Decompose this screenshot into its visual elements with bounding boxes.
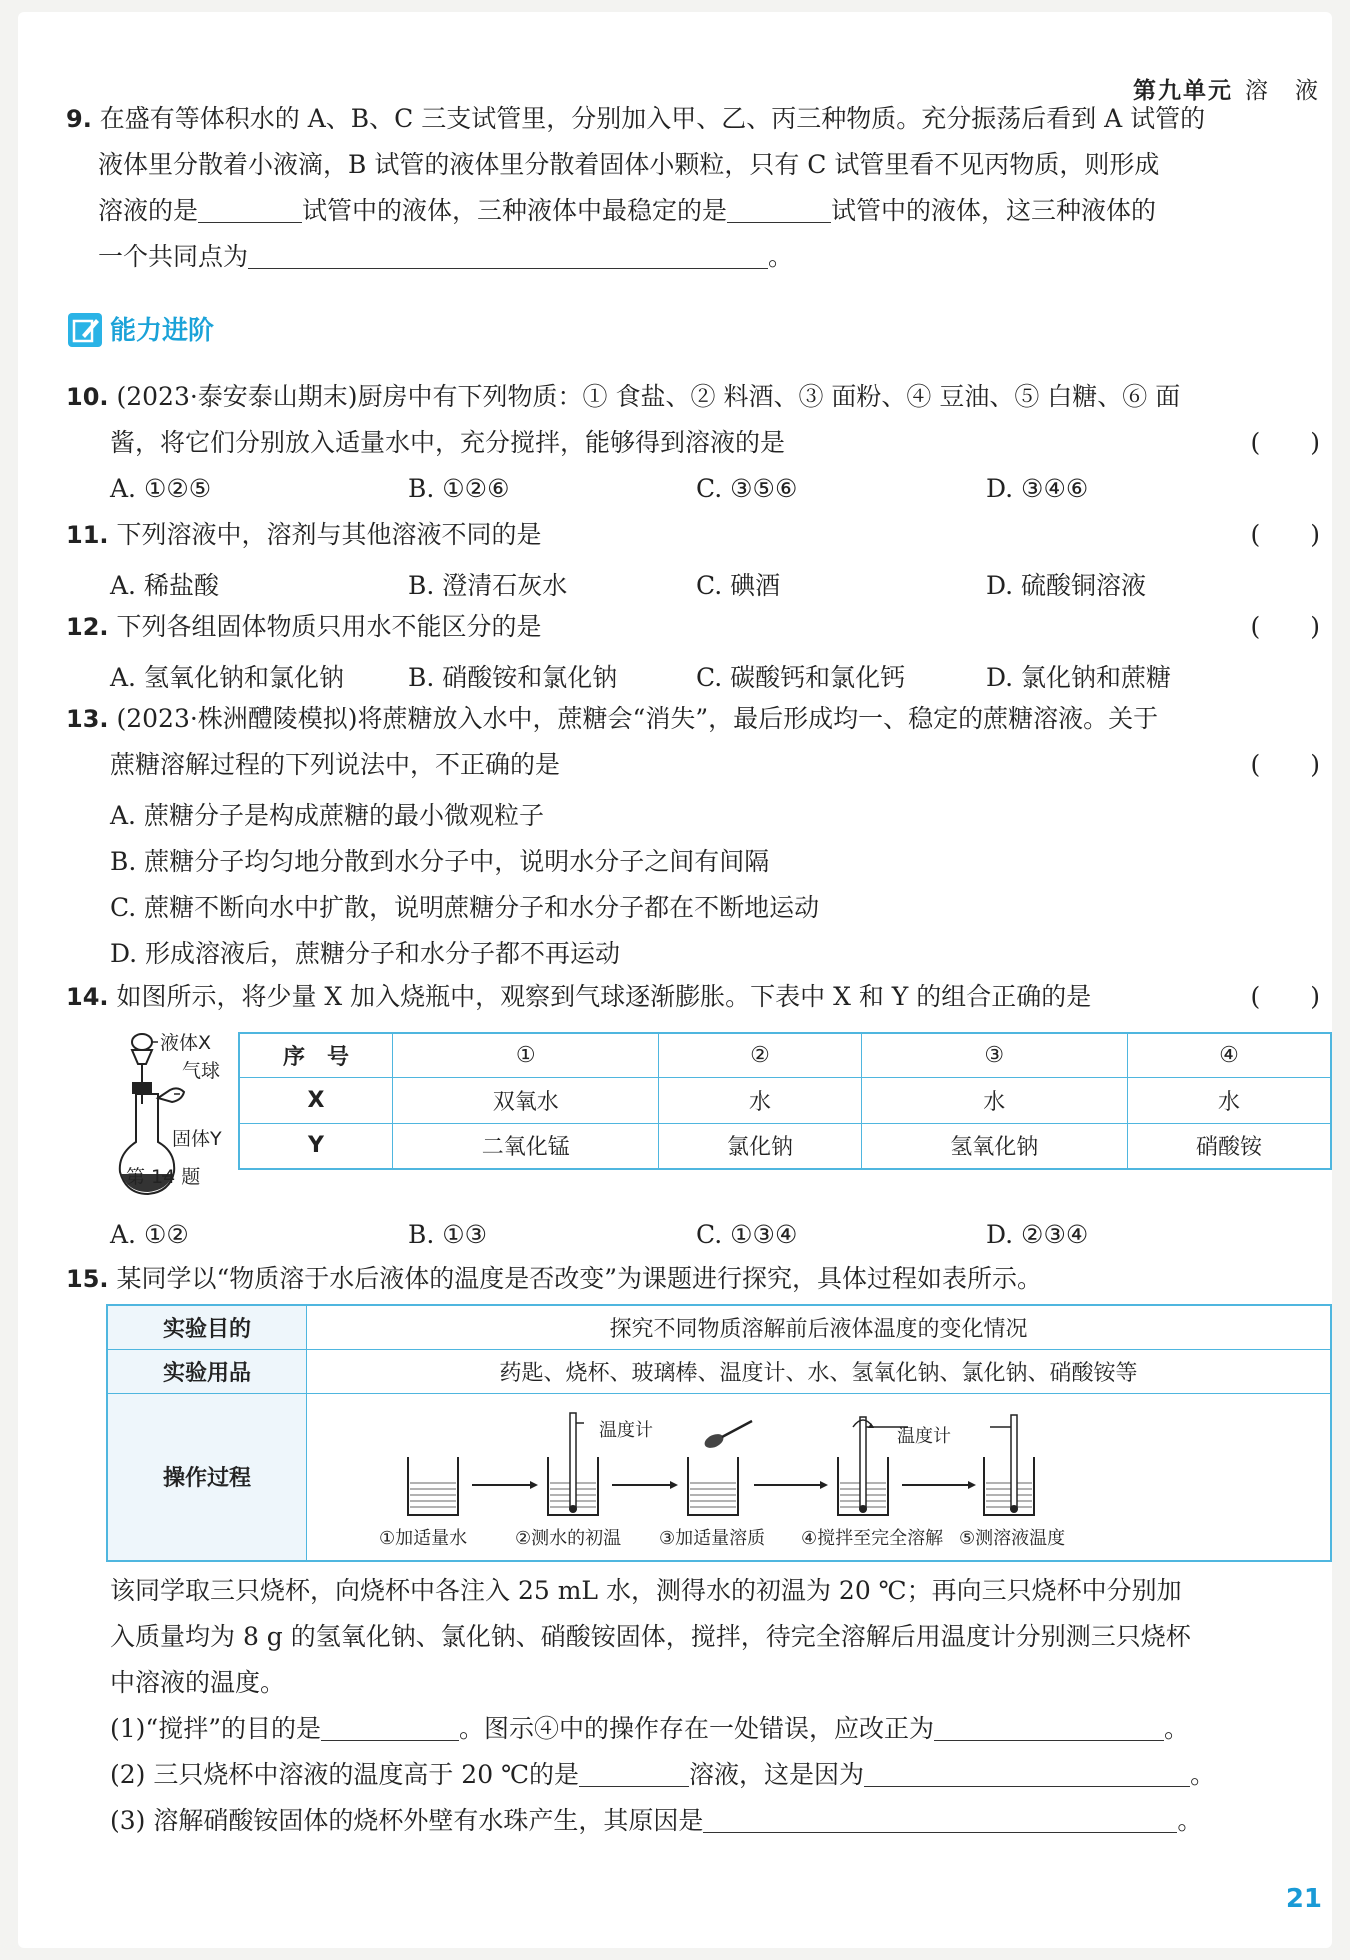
row-label: 实验目的 [107,1305,307,1349]
option-c: C. 碳酸钙和氯化钙 [696,663,906,692]
question-9 [66,96,1205,142]
process-diagram-cell [307,1393,1332,1561]
table-row [107,1305,1331,1349]
label-balloon: 气球 [182,1060,221,1082]
table-cell: 二氧化锰 [393,1123,659,1169]
table-cell: 水 [861,1077,1127,1123]
option-d: D. 形成溶液后，蔗糖分子和水分子都不再运动 [110,939,621,968]
option-d: D. 硫酸铜溶液 [986,571,1147,600]
row-label: 操作过程 [107,1393,307,1561]
option-a: A. 氢氧化钠和氯化钠 [110,663,344,692]
option-b: B. ①③ [408,1220,488,1249]
q10-line2: 酱，将它们分别放入适量水中，充分搅拌，能够得到溶液的是 ( ) [110,420,1330,466]
option-a: A. 稀盐酸 [110,571,219,600]
option-c: C. 碘酒 [696,571,781,600]
answer-blank[interactable] [727,192,831,223]
topic-label: 溶 液 [1245,78,1320,104]
section-title: 能力进阶 [110,316,215,346]
answer-blank[interactable] [579,1756,689,1787]
answer-parentheses[interactable]: ( ) [1250,982,1320,1011]
table-cell: Y [239,1123,393,1169]
page-number: 21 [1285,1884,1322,1914]
table-cell: 水 [659,1077,861,1123]
table-row [107,1349,1331,1393]
step-label: ①加适量水 [379,1527,468,1549]
option-b: B. 硝酸铵和氯化钠 [408,663,618,692]
answer-blank[interactable] [703,1802,1177,1833]
q9-line1: 在盛有等体积水的 A、B、C 三支试管里，分别加入甲、乙、丙三种物质。充分振荡后看到 A 试管的 [99,104,1206,133]
answer-blank[interactable] [321,1710,459,1741]
q15-paragraph-line3: 中溶液的温度。 [110,1668,286,1697]
step-label: ③加适量溶质 [659,1527,766,1549]
step-label: ②测水的初温 [515,1527,622,1549]
beaker-icon [408,1457,458,1515]
option-a: A. ①②⑤ [110,474,212,503]
label-liquid-x: 液体X [160,1032,212,1054]
option-c: C. ①③④ [696,1220,798,1249]
beaker-spoon-icon [688,1421,752,1515]
table-header: ② [659,1033,861,1077]
q15-experiment-table [106,1304,1332,1562]
q14-table [238,1032,1332,1170]
table-cell: 药匙、烧杯、玻璃棒、温度计、水、氢氧化钠、氯化钠、硝酸铵等 [307,1349,1332,1393]
table-header: ④ [1127,1033,1331,1077]
step-label: ④搅拌至完全溶解 [801,1527,944,1549]
q9-line4: 一个共同点为 。 [98,234,793,280]
answer-blank[interactable] [864,1756,1190,1787]
answer-parentheses[interactable]: ( ) [1250,520,1320,549]
thermometer-label: 温度计 [897,1425,951,1447]
question-13: 13. (2023·株洲醴陵模拟)将蔗糖放入水中，蔗糖会“消失”，最后形成均一、稳定的蔗糖溶液。关于 [66,704,1159,733]
answer-blank[interactable] [934,1710,1164,1741]
table-row [239,1077,1331,1123]
question-number: 9. [66,105,92,133]
table-header: ③ [861,1033,1127,1077]
table-row [239,1123,1331,1169]
q15-paragraph-line2: 入质量均为 8 g 的氢氧化钠、氯化钠、硝酸铵固体，搅拌，待完全溶解后用温度计分别测三只烧杯 [110,1622,1191,1651]
option-d: D. ③④⑥ [986,474,1089,503]
q15-paragraph-line1: 该同学取三只烧杯，向烧杯中各注入 25 mL 水，测得水的初温为 20 ℃；再向三只烧杯中分别加 [110,1576,1182,1605]
option-a: A. ①② [110,1220,189,1249]
question-11: 11. 下列溶液中，溶剂与其他溶液不同的是 ( ) [66,512,1330,558]
beaker-thermometer-icon [984,1415,1034,1515]
answer-blank[interactable] [198,192,302,223]
option-d: D. ②③④ [986,1220,1089,1249]
step-label: ⑤测溶液温度 [959,1527,1066,1549]
beaker-thermometer-icon [548,1413,598,1515]
table-cell: X [239,1077,393,1123]
table-row [107,1393,1331,1561]
answer-parentheses[interactable]: ( ) [1250,750,1320,779]
q9-line3: 溶液的是 试管中的液体，三种液体中最稳定的是 试管中的液体，这三种液体的 [98,188,1156,234]
option-b: B. 澄清石灰水 [408,571,568,600]
table-cell: 探究不同物质溶解前后液体温度的变化情况 [307,1305,1332,1349]
question-10: 10. (2023·泰安泰山期末)厨房中有下列物质：① 食盐、② 料酒、③ 面粉、④ 豆油、⑤ 白糖、⑥ 面 [66,382,1181,411]
label-solid-y: 固体Y [172,1128,222,1150]
answer-blank[interactable] [248,238,768,269]
question-14: 14. 如图所示，将少量 X 加入烧瓶中，观察到气球逐渐膨胀。下表中 X 和 Y 的组合正确的是 ( ) [66,974,1330,1020]
pencil-icon [68,313,102,347]
q15-subquestion-2: (2) 三只烧杯中溶液的温度高于 20 ℃的是 溶液，这是因为 。 [110,1752,1215,1798]
figure-caption: 第 14 题 [126,1166,201,1188]
answer-parentheses[interactable]: ( ) [1250,428,1320,457]
q15-subquestion-3: (3) 溶解硝酸铵固体的烧杯外壁有水珠产生，其原因是 。 [110,1798,1202,1844]
table-header-row [239,1033,1331,1077]
table-cell: 氯化钠 [659,1123,861,1169]
thermometer-label: 温度计 [599,1419,653,1441]
q15-subquestion-1: (1)“搅拌”的目的是 。图示④中的操作存在一处错误，应改正为 。 [110,1706,1189,1752]
section-heading [68,310,214,347]
option-a: A. 蔗糖分子是构成蔗糖的最小微观粒子 [110,801,544,830]
row-label: 实验用品 [107,1349,307,1393]
option-d: D. 氯化钠和蔗糖 [986,663,1172,692]
q13-line2: 蔗糖溶解过程的下列说法中，不正确的是 ( ) [110,742,1330,788]
option-c: C. 蔗糖不断向水中扩散，说明蔗糖分子和水分子都在不断地运动 [110,893,820,922]
table-cell: 氢氧化钠 [861,1123,1127,1169]
question-15: 15. 某同学以“物质溶于水后液体的温度是否改变”为课题进行探究，具体过程如表所示。 [66,1264,1043,1293]
option-b: B. 蔗糖分子均匀地分散到水分子中，说明水分子之间有间隔 [110,847,770,876]
page [18,12,1332,1948]
table-cell: 双氧水 [393,1077,659,1123]
table-header: ① [393,1033,659,1077]
answer-parentheses[interactable]: ( ) [1250,612,1320,641]
q9-line2: 液体里分散着小液滴，B 试管的液体里分散着固体小颗粒，只有 C 试管里看不见丙物质，则形成 [98,150,1160,179]
table-cell: 硝酸铵 [1127,1123,1331,1169]
unit-label: 第九单元 [1133,78,1233,104]
option-c: C. ③⑤⑥ [696,474,798,503]
table-header: 序 号 [239,1033,393,1077]
table-cell: 水 [1127,1077,1331,1123]
question-12: 12. 下列各组固体物质只用水不能区分的是 ( ) [66,604,1330,650]
option-b: B. ①②⑥ [408,474,510,503]
